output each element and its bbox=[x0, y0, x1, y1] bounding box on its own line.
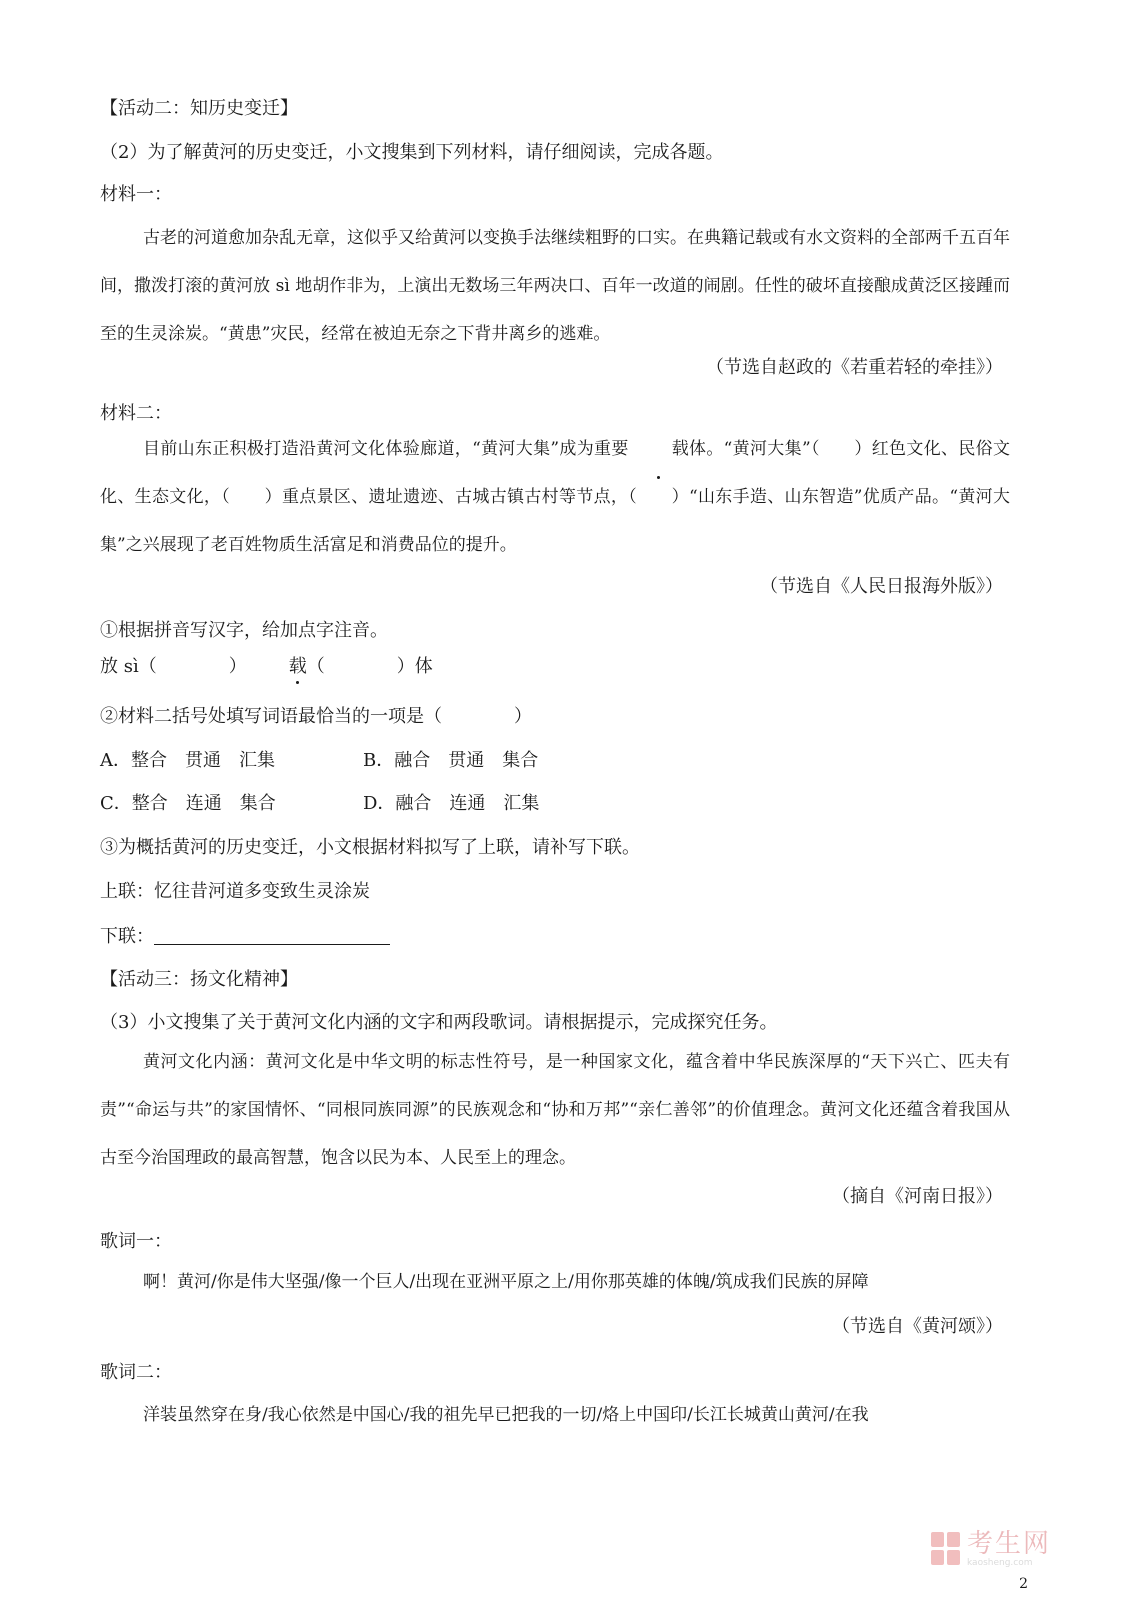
culture-source: （摘自《河南日报》） bbox=[832, 1186, 1003, 1207]
answer-blank[interactable] bbox=[154, 926, 390, 945]
watermark-url: kaosheng.com bbox=[967, 1558, 1033, 1568]
q2-options-row2 bbox=[100, 793, 557, 815]
q2-options-row1 bbox=[100, 750, 556, 772]
activity2-question: （2）为了解黄河的历史变迁，小文搜集到下列材料，请仔细阅读，完成各题。 bbox=[100, 142, 724, 163]
material1-text: 古老的河道愈加杂乱无章，这似乎又给黄河以变换手法继续粗野的口实。在典籍记载或有水文资料的全部两千五百年间，撒泼打滚的黄河放 sì 地胡作非为，上演出无数场三年两决口、百年一改道的闹剧。任性的破坏直接酿成黄泛区接踵而至的生灵涂炭。“黄患”灾民，经常在被迫无奈之下背井离乡的逃难。 bbox=[100, 228, 1010, 344]
watermark-name: 考生网 bbox=[967, 1529, 1052, 1559]
q1-dotted-char: 载 bbox=[288, 656, 307, 677]
lyrics2-label: 歌词二： bbox=[100, 1362, 172, 1383]
q1-items bbox=[100, 656, 433, 678]
material2-label: 材料二： bbox=[100, 403, 172, 424]
lyrics2-text: 洋装虽然穿在身/我心依然是中国心/我的祖先早已把我的一切/烙上中国印/长江长城黄山黄河/在我 bbox=[143, 1405, 869, 1425]
q2-prompt: ②材料二括号处填写词语最恰当的一项是（ ） bbox=[100, 706, 532, 727]
lyrics1-text: 啊！黄河/你是伟大坚强/像一个巨人/出现在亚洲平原之上/用你那英雄的体魄/筑成我们民族的屏障 bbox=[143, 1272, 869, 1292]
activity3-heading: 【活动三：扬文化精神】 bbox=[100, 969, 298, 990]
q1-item-si: 放 sì（ ） bbox=[100, 656, 247, 677]
q2-option-b[interactable]: B．融合 贯通 集合 bbox=[363, 750, 539, 771]
q2-option-a[interactable]: A．整合 贯通 汇集 bbox=[100, 750, 275, 771]
lyrics1-source: （节选自《黄河颂》） bbox=[832, 1316, 1003, 1337]
material2-text: 目前山东正积极打造沿黄河文化体验廊道，“黄河大集”成为重要 载体。“黄河大集”（ ）红色文化、民俗文化、生态文化，（ ）重点景区、遗址遗迹、古城古镇古村等节点，（ ）“山东手造、山东智造”优质产品。“黄河大集”之兴展现了老百姓物质生活富足和消费品位的提升。 bbox=[100, 425, 1010, 569]
watermark-logo bbox=[931, 1528, 1071, 1570]
q2-option-c[interactable]: C．整合 连通 集合 bbox=[100, 793, 276, 814]
culture-text: 黄河文化内涵：黄河文化是中华文明的标志性符号，是一种国家文化，蕴含着中华民族深厚的“天下兴亡、匹夫有责”“命运与共”的家国情怀、“同根同族同源”的民族观念和“协和万邦”“亲仁善邻”的价值理念。黄河文化还蕴含着我国从古至今治国理政的最高智慧，饱含以民为本、人民至上的理念。 bbox=[100, 1052, 1010, 1168]
q3-prompt: ③为概括黄河的历史变迁，小文根据材料拟写了上联，请补写下联。 bbox=[100, 837, 640, 858]
q1-item-zai: （ ）体 bbox=[306, 656, 433, 677]
activity2-heading: 【活动二：知历史变迁】 bbox=[100, 98, 298, 119]
lyrics1-label: 歌词一： bbox=[100, 1231, 172, 1252]
page-number: 2 bbox=[1019, 1576, 1028, 1592]
watermark-mark-icon bbox=[931, 1532, 961, 1566]
q3-upper-couplet: 上联：忆往昔河道多变致生灵涂炭 bbox=[100, 881, 370, 902]
material1-source: （节选自赵政的《若重若轻的牵挂》） bbox=[706, 357, 1003, 378]
q2-option-d[interactable]: D．融合 连通 汇集 bbox=[363, 793, 540, 814]
material2-source: （节选自《人民日报海外版》） bbox=[760, 576, 1003, 597]
q1-prompt: ①根据拼音写汉字，给加点字注音。 bbox=[100, 620, 388, 641]
activity3-question: （3）小文搜集了关于黄河文化内涵的文字和两段歌词。请根据提示，完成探究任务。 bbox=[100, 1012, 778, 1033]
material1-label: 材料一： bbox=[100, 184, 172, 205]
dotted-char: 载 bbox=[629, 425, 689, 473]
q3-lower-couplet: 下联： bbox=[100, 926, 390, 948]
